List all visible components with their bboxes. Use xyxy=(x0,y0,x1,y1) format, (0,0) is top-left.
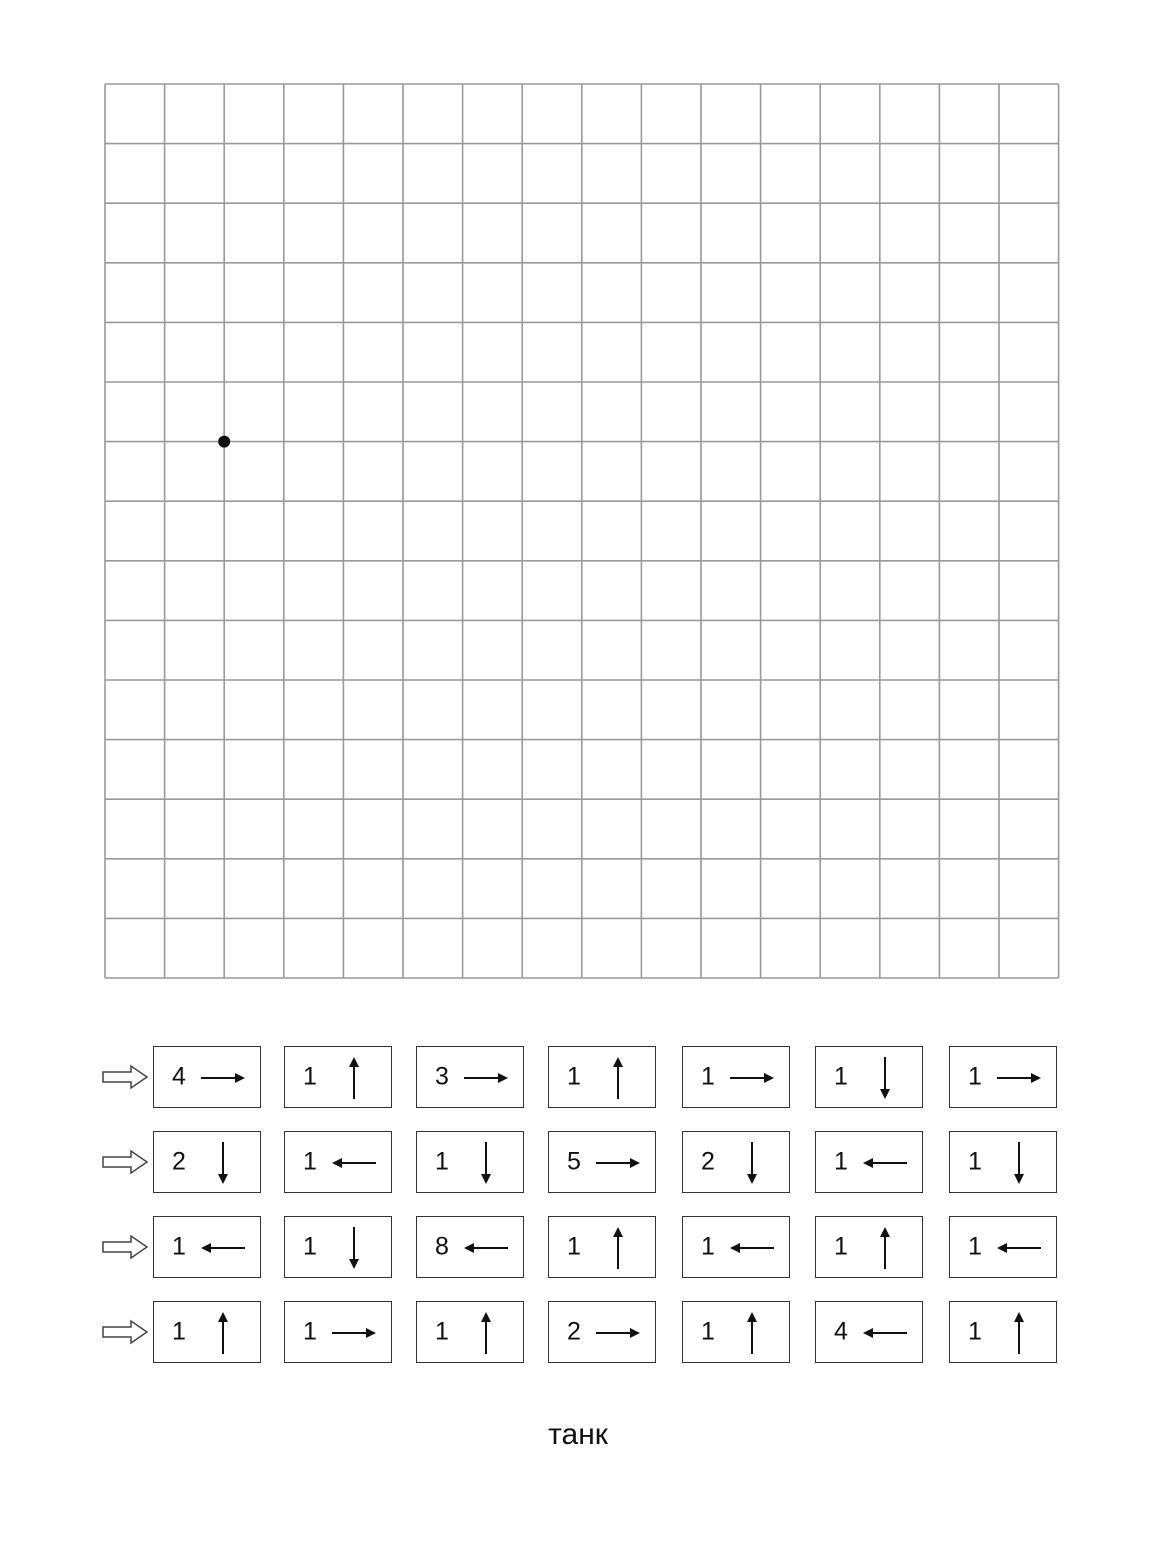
arrow-right-icon xyxy=(595,1326,641,1340)
instruction-card xyxy=(815,1216,923,1278)
step-count: 5 xyxy=(567,1147,581,1176)
arrow-right-icon xyxy=(200,1071,246,1085)
instruction-card xyxy=(682,1216,790,1278)
arrow-up-icon xyxy=(745,1311,759,1355)
caption-label: танк xyxy=(548,1418,608,1451)
instruction-card xyxy=(153,1301,261,1363)
step-count: 1 xyxy=(968,1232,982,1261)
row-start-arrow-icon xyxy=(101,1149,149,1175)
instruction-card xyxy=(284,1216,392,1278)
step-count: 2 xyxy=(172,1147,186,1176)
arrow-left-icon xyxy=(729,1241,775,1255)
arrow-down-icon xyxy=(479,1141,493,1185)
instruction-card xyxy=(416,1046,524,1108)
instruction-card xyxy=(284,1301,392,1363)
instruction-card xyxy=(548,1216,656,1278)
step-count: 1 xyxy=(968,1062,982,1091)
instruction-card xyxy=(416,1216,524,1278)
arrow-down-icon xyxy=(1012,1141,1026,1185)
instruction-card xyxy=(548,1131,656,1193)
row-start-arrow-icon xyxy=(101,1234,149,1260)
step-count: 1 xyxy=(701,1317,715,1346)
step-count: 1 xyxy=(834,1147,848,1176)
instruction-card xyxy=(949,1301,1057,1363)
instruction-card xyxy=(416,1131,524,1193)
arrow-right-icon xyxy=(595,1156,641,1170)
step-count: 1 xyxy=(834,1232,848,1261)
instruction-card xyxy=(284,1046,392,1108)
arrow-left-icon xyxy=(996,1241,1042,1255)
step-count: 1 xyxy=(303,1062,317,1091)
arrow-left-icon xyxy=(200,1241,246,1255)
arrow-left-icon xyxy=(862,1156,908,1170)
step-count: 3 xyxy=(435,1062,449,1091)
instruction-card xyxy=(153,1046,261,1108)
arrow-right-icon xyxy=(996,1071,1042,1085)
arrow-down-icon xyxy=(347,1226,361,1270)
arrow-right-icon xyxy=(729,1071,775,1085)
instruction-card xyxy=(815,1301,923,1363)
step-count: 1 xyxy=(701,1232,715,1261)
step-count: 1 xyxy=(567,1232,581,1261)
instruction-card xyxy=(284,1131,392,1193)
instruction-card xyxy=(548,1301,656,1363)
step-count: 4 xyxy=(834,1317,848,1346)
arrow-left-icon xyxy=(331,1156,377,1170)
step-count: 8 xyxy=(435,1232,449,1261)
instruction-card xyxy=(949,1131,1057,1193)
step-count: 2 xyxy=(701,1147,715,1176)
instruction-card xyxy=(682,1046,790,1108)
instruction-card xyxy=(153,1131,261,1193)
arrow-up-icon xyxy=(479,1311,493,1355)
instruction-card xyxy=(949,1216,1057,1278)
arrow-down-icon xyxy=(745,1141,759,1185)
arrow-left-icon xyxy=(862,1326,908,1340)
step-count: 1 xyxy=(968,1317,982,1346)
step-count: 1 xyxy=(172,1232,186,1261)
instruction-card xyxy=(815,1131,923,1193)
arrow-down-icon xyxy=(216,1141,230,1185)
step-count: 1 xyxy=(303,1232,317,1261)
arrow-up-icon xyxy=(347,1056,361,1100)
row-start-arrow-icon xyxy=(101,1064,149,1090)
step-count: 1 xyxy=(172,1317,186,1346)
arrow-right-icon xyxy=(331,1326,377,1340)
arrow-left-icon xyxy=(463,1241,509,1255)
arrow-down-icon xyxy=(878,1056,892,1100)
step-count: 1 xyxy=(303,1317,317,1346)
arrow-right-icon xyxy=(463,1071,509,1085)
instruction-card xyxy=(815,1046,923,1108)
step-count: 1 xyxy=(567,1062,581,1091)
step-count: 1 xyxy=(303,1147,317,1176)
start-dot xyxy=(218,436,230,448)
step-count: 1 xyxy=(834,1062,848,1091)
row-start-arrow-icon xyxy=(101,1319,149,1345)
arrow-up-icon xyxy=(1012,1311,1026,1355)
instruction-card xyxy=(682,1301,790,1363)
step-count: 1 xyxy=(435,1317,449,1346)
instruction-card xyxy=(416,1301,524,1363)
step-count: 2 xyxy=(567,1317,581,1346)
step-count: 1 xyxy=(435,1147,449,1176)
step-count: 1 xyxy=(968,1147,982,1176)
instruction-card xyxy=(682,1131,790,1193)
step-count: 1 xyxy=(701,1062,715,1091)
instruction-card xyxy=(949,1046,1057,1108)
step-count: 4 xyxy=(172,1062,186,1091)
arrow-up-icon xyxy=(216,1311,230,1355)
instruction-card xyxy=(548,1046,656,1108)
arrow-up-icon xyxy=(611,1226,625,1270)
instruction-card xyxy=(153,1216,261,1278)
arrow-up-icon xyxy=(611,1056,625,1100)
arrow-up-icon xyxy=(878,1226,892,1270)
